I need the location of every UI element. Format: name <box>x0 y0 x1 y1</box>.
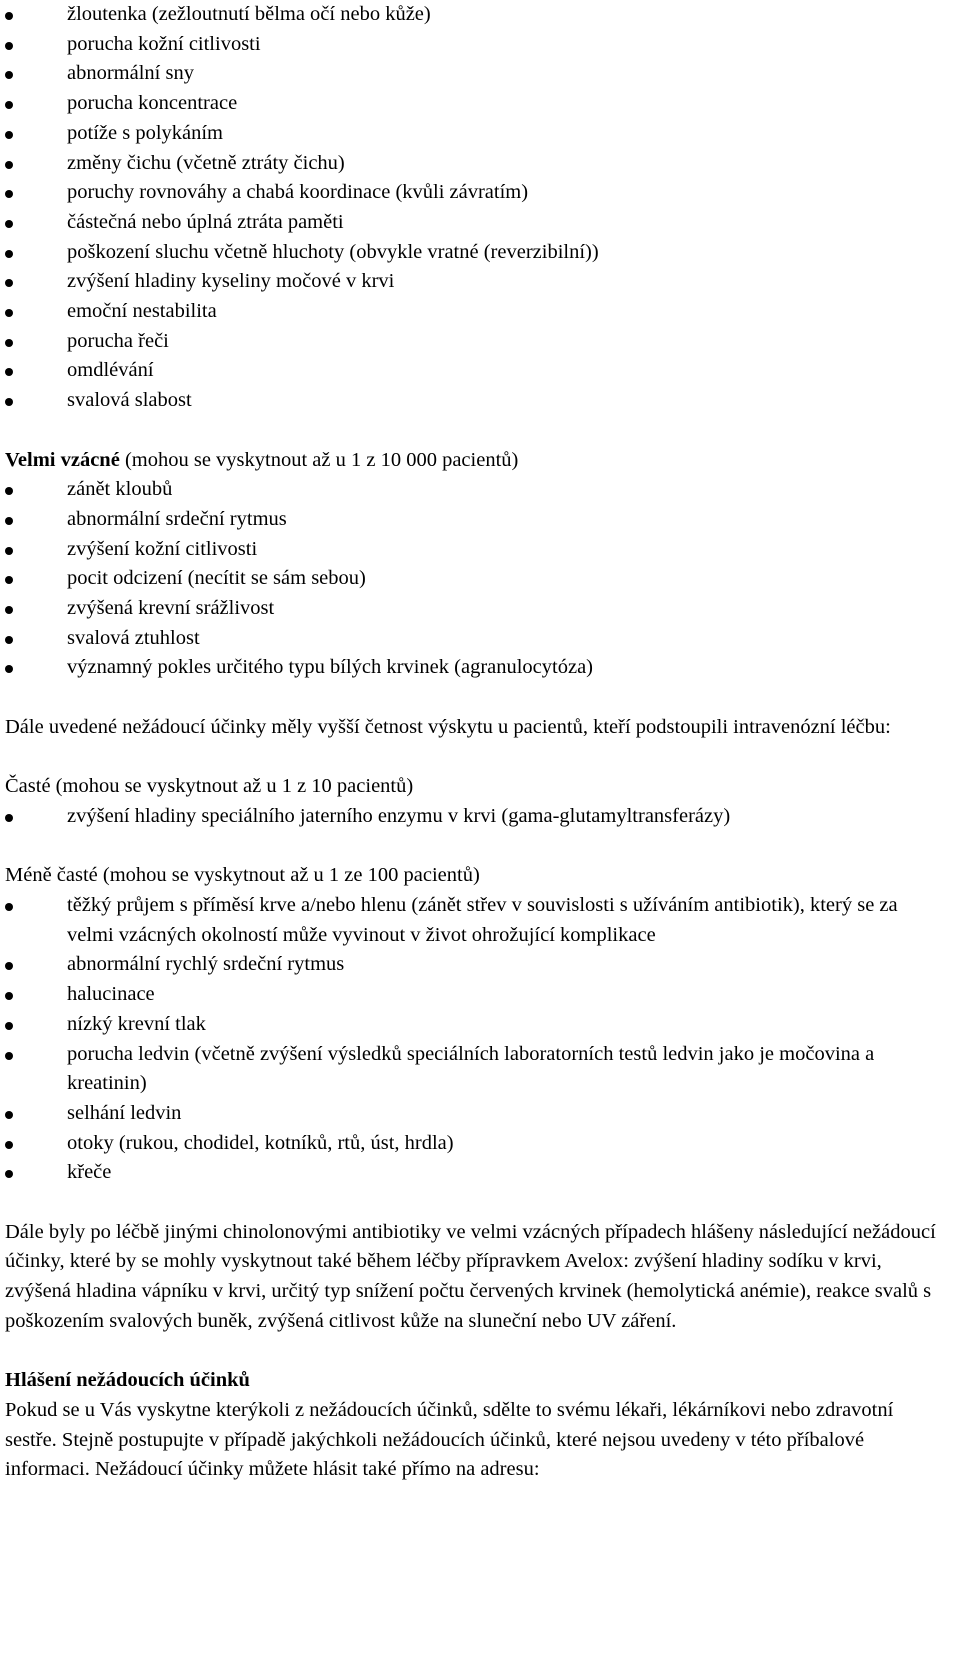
spacer <box>5 1337 936 1367</box>
list-item: omdlévání <box>5 356 936 386</box>
list-item: zvýšení hladiny kyseliny močové v krvi <box>5 267 936 297</box>
bullet-icon <box>5 517 13 525</box>
spacer <box>5 743 936 773</box>
bullet-icon <box>5 220 13 228</box>
bullet-icon <box>5 487 13 495</box>
bullet-icon <box>5 1022 13 1030</box>
bullet-icon <box>5 398 13 406</box>
list-item: abnormální sny <box>5 59 936 89</box>
list-item: změny čichu (včetně ztráty čichu) <box>5 149 936 179</box>
bullet-icon <box>5 903 13 911</box>
bullet-icon <box>5 814 13 822</box>
bullet-icon <box>5 42 13 50</box>
bullet-icon <box>5 309 13 317</box>
list-item: zvýšená krevní srážlivost <box>5 594 936 624</box>
list-item: selhání ledvin <box>5 1099 936 1129</box>
bullet-icon <box>5 101 13 109</box>
list-item: halucinace <box>5 980 936 1010</box>
list-item: křeče <box>5 1158 936 1188</box>
spacer <box>5 683 936 713</box>
section-heading-reporting: Hlášení nežádoucích účinků <box>5 1369 250 1392</box>
list-item: těžký průjem s příměsí krve a/nebo hlenu (zánět střev v souvislosti s užíváním antibiotik), který se za velmi vzácných okolností může vyvinout v život ohrožující komplikace <box>5 891 936 950</box>
list-item: svalová ztuhlost <box>5 624 936 654</box>
list-item: porucha koncentrace <box>5 89 936 119</box>
list-item: zvýšení kožní citlivosti <box>5 535 936 565</box>
bullet-icon <box>5 131 13 139</box>
uncommon-list <box>5 891 936 1188</box>
bullet-icon <box>5 1141 13 1149</box>
list-item: poruchy rovnováhy a chabá koordinace (kvůli závratím) <box>5 178 936 208</box>
reporting-paragraph: Pokud se u Vás vyskytne kterýkoli z nežádoucích účinků, sdělte to svému lékaři, lékárníkovi nebo zdravotní sestře. Stejně postupujte v případě jakýchkoli nežádoucích účinků, které nejsou uvedeny v této příbalové informaci. Nežádoucí účinky můžete hlásit také přímo na adresu: <box>5 1398 894 1481</box>
list-item: zánět kloubů <box>5 475 936 505</box>
list-item: porucha ledvin (včetně zvýšení výsledků speciálních laboratorních testů ledvin jako je močovina a kreatinin) <box>5 1040 936 1099</box>
bullet-icon <box>5 1052 13 1060</box>
list-item: emoční nestabilita <box>5 297 936 327</box>
iv-treatment-intro: Dále uvedené nežádoucí účinky měly vyšší četnost výskytu u pacientů, kteří podstoupili intravenózní léčbu: <box>5 715 891 738</box>
bullet-icon <box>5 606 13 614</box>
bullet-icon <box>5 962 13 970</box>
bullet-icon <box>5 250 13 258</box>
list-item: významný pokles určitého typu bílých krvinek (agranulocytóza) <box>5 653 936 683</box>
list-item: porucha řeči <box>5 327 936 357</box>
bullet-icon <box>5 1170 13 1178</box>
bullet-icon <box>5 190 13 198</box>
bullet-icon <box>5 992 13 1000</box>
list-item: otoky (rukou, chodidel, kotníků, rtů, úst, hrdla) <box>5 1129 936 1159</box>
bullet-icon <box>5 576 13 584</box>
frequency-heading-very-rare: Velmi vzácné (mohou se vyskytnout až u 1 z 10 000 pacientů) <box>5 448 519 471</box>
list-item: porucha kožní citlivosti <box>5 30 936 60</box>
bullet-icon <box>5 71 13 79</box>
bullet-icon <box>5 339 13 347</box>
list-item: abnormální rychlý srdeční rytmus <box>5 950 936 980</box>
side-effects-list-continued <box>5 0 936 416</box>
list-item: poškození sluchu včetně hluchoty (obvykle vratné (reverzibilní)) <box>5 238 936 268</box>
list-item: žloutenka (zežloutnutí bělma očí nebo kůže) <box>5 0 936 30</box>
list-item: částečná nebo úplná ztráta paměti <box>5 208 936 238</box>
very-rare-list <box>5 475 936 683</box>
list-item: svalová slabost <box>5 386 936 416</box>
frequency-heading-common: Časté (mohou se vyskytnout až u 1 z 10 pacientů) <box>5 775 414 798</box>
bullet-icon <box>5 368 13 376</box>
bullet-icon <box>5 1111 13 1119</box>
list-item: abnormální srdeční rytmus <box>5 505 936 535</box>
bullet-icon <box>5 12 13 20</box>
spacer <box>5 416 936 446</box>
bullet-icon <box>5 665 13 673</box>
list-item: nízký krevní tlak <box>5 1010 936 1040</box>
other-quinolones-paragraph: Dále byly po léčbě jinými chinolonovými antibiotiky ve velmi vzácných případech hlášeny následující nežádoucí účinky, které by se mohly vyskytnout také během léčby přípravkem Avelox: zvýšení hladiny sodíku v krvi, zvýšená hladina vápníku v krvi, určitý typ snížení počtu červených krvinek (hemolytická anémie), reakce svalů s poškozením svalových buněk, zvýšená citlivost kůže na sluneční nebo UV záření. <box>5 1220 936 1332</box>
list-item: pocit odcizení (necítit se sám sebou) <box>5 564 936 594</box>
bullet-icon <box>5 279 13 287</box>
spacer <box>5 1188 936 1218</box>
list-item: zvýšení hladiny speciálního jaterního enzymu v krvi (gama-glutamyltransferázy) <box>5 802 936 832</box>
frequency-heading-uncommon: Méně časté (mohou se vyskytnout až u 1 ze 100 pacientů) <box>5 864 480 887</box>
bullet-icon <box>5 161 13 169</box>
list-item: potíže s polykáním <box>5 119 936 149</box>
spacer <box>5 832 936 862</box>
common-list <box>5 802 936 832</box>
bullet-icon <box>5 547 13 555</box>
bullet-icon <box>5 636 13 644</box>
